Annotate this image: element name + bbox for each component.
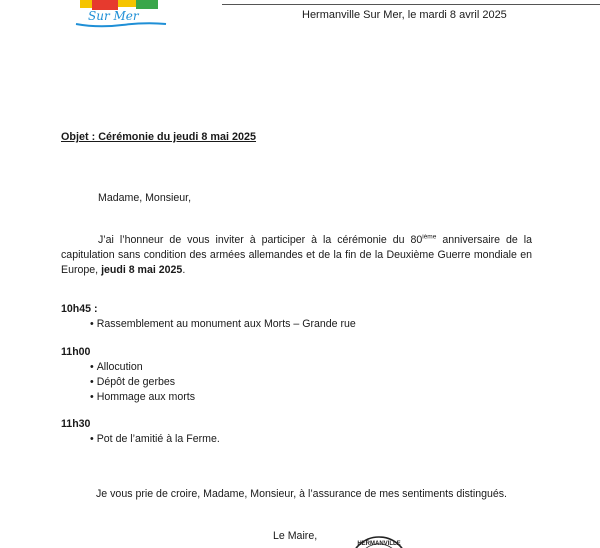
logo-lettering: Sur Mer bbox=[88, 9, 139, 23]
dateline: Hermanville Sur Mer, le mardi 8 avril 2025 bbox=[302, 9, 507, 21]
schedule-time: 11h30 bbox=[61, 418, 91, 430]
schedule-list bbox=[90, 432, 220, 447]
schedule-item: • Hommage aux morts bbox=[90, 390, 195, 405]
header-rule bbox=[222, 4, 600, 5]
schedule-item: • Rassemblement au monument aux Morts – Grande rue bbox=[90, 317, 356, 332]
schedule-item: • Allocution bbox=[90, 360, 195, 375]
invitation-paragraph bbox=[61, 233, 532, 277]
ordinal-suffix: ième bbox=[422, 233, 437, 241]
signature-title: Le Maire, bbox=[273, 530, 318, 542]
schedule-list bbox=[90, 360, 195, 404]
event-date: jeudi 8 mai 2025 bbox=[101, 263, 183, 276]
body-text-1: J’ai l’honneur de vous inviter à participer à la cérémonie du 80 bbox=[98, 234, 423, 246]
closing-formula: Je vous prie de croire, Madame, Monsieur, à l’assurance de mes sentiments distingués. bbox=[96, 488, 507, 500]
schedule-item: • Dépôt de gerbes bbox=[90, 375, 195, 390]
body-text-end: . bbox=[182, 263, 186, 276]
town-logo bbox=[74, 0, 168, 28]
seal-lettering: HERMANVILLE bbox=[357, 541, 401, 547]
schedule-item: • Pot de l’amitié à la Ferme. bbox=[90, 432, 220, 447]
schedule-time: 10h45 : bbox=[61, 303, 98, 315]
body-text-2: anniversaire de la capitulation sans condition des armées allemandes et de la fin de la Deuxième Guerre mondiale en Europe, bbox=[61, 234, 532, 276]
schedule-time: 11h00 bbox=[61, 346, 91, 358]
schedule-list bbox=[90, 317, 356, 332]
salutation: Madame, Monsieur, bbox=[98, 192, 192, 204]
letter-subject: Objet : Cérémonie du jeudi 8 mai 2025 bbox=[61, 131, 257, 143]
